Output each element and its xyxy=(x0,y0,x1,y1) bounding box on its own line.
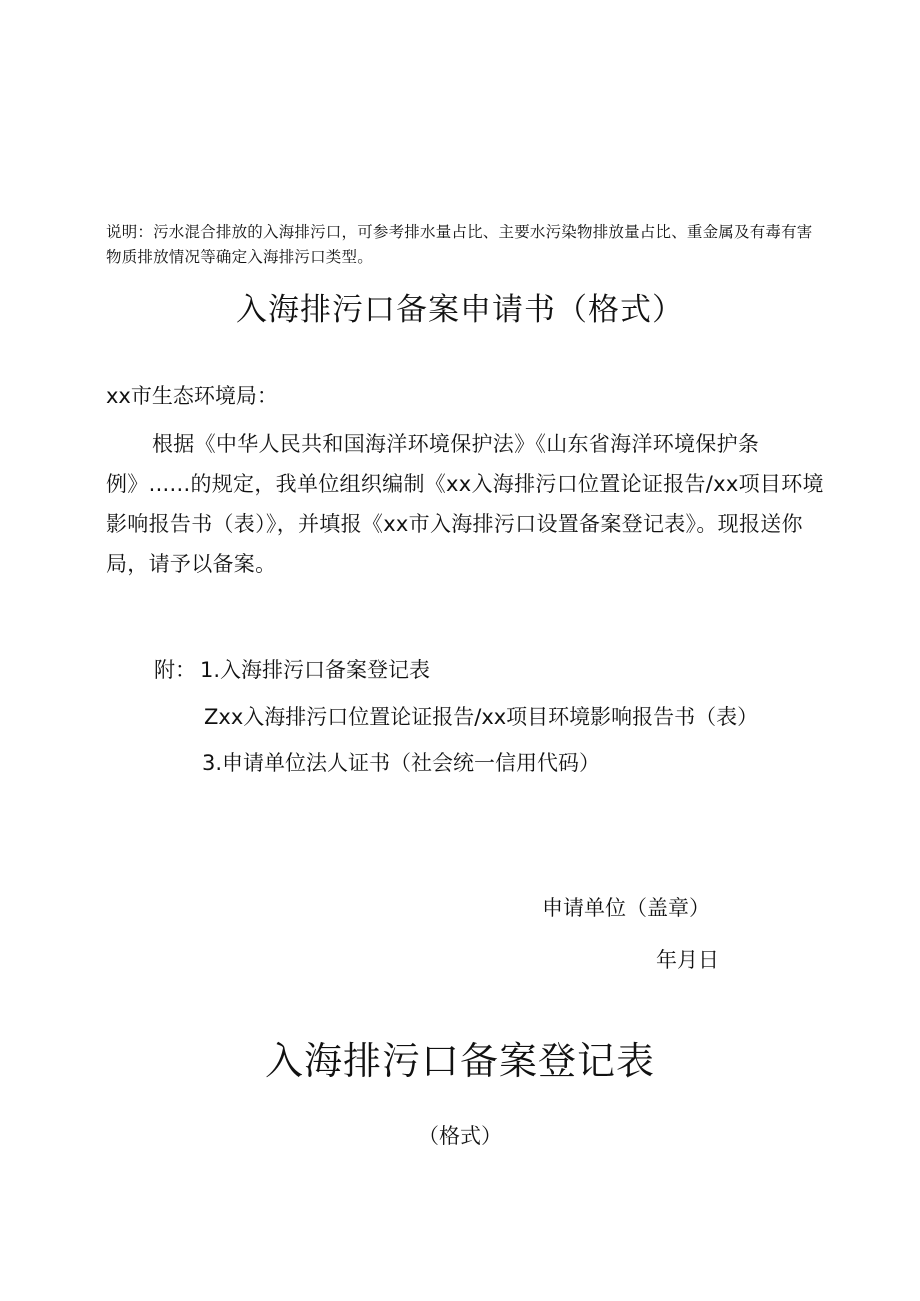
attachment-item-1: 1.入海排污口备案登记表 xyxy=(200,658,431,682)
application-body: 根据《中华人民共和国海洋环境保护法》《山东省海洋环境保护条例》......的规定，我单位组织编制《xx入海排污口位置论证报告/xx项目环境影响报告书（表）》，并填报《xx市入海排污口设置备案登记表》。现报送你局，请予以备案。 xyxy=(106,432,824,576)
attachment-item-2: Zxx入海排污口位置论证报告/xx项目环境影响报告书（表） xyxy=(204,705,759,729)
attachments-label: 附： xyxy=(154,658,196,682)
attachment-item-3: 3.申请单位法人证书（社会统一信用代码） xyxy=(202,751,601,775)
explanatory-note: 说明：污水混合排放的入海排污口，可参考排水量占比、主要水污染物排放量占比、重金属及有毒有害物质排放情况等确定入海排污口类型。 xyxy=(106,223,813,266)
registration-form-title: 入海排污口备案登记表 xyxy=(264,1039,655,1083)
addressee: xx市生态环境局： xyxy=(106,384,278,408)
application-title: 入海排污口备案申请书（格式） xyxy=(236,292,684,328)
registration-form-subtitle: （格式） xyxy=(418,1124,502,1148)
date-line: 年月日 xyxy=(656,948,719,972)
applicant-seal-line: 申请单位（盖章） xyxy=(542,896,710,920)
